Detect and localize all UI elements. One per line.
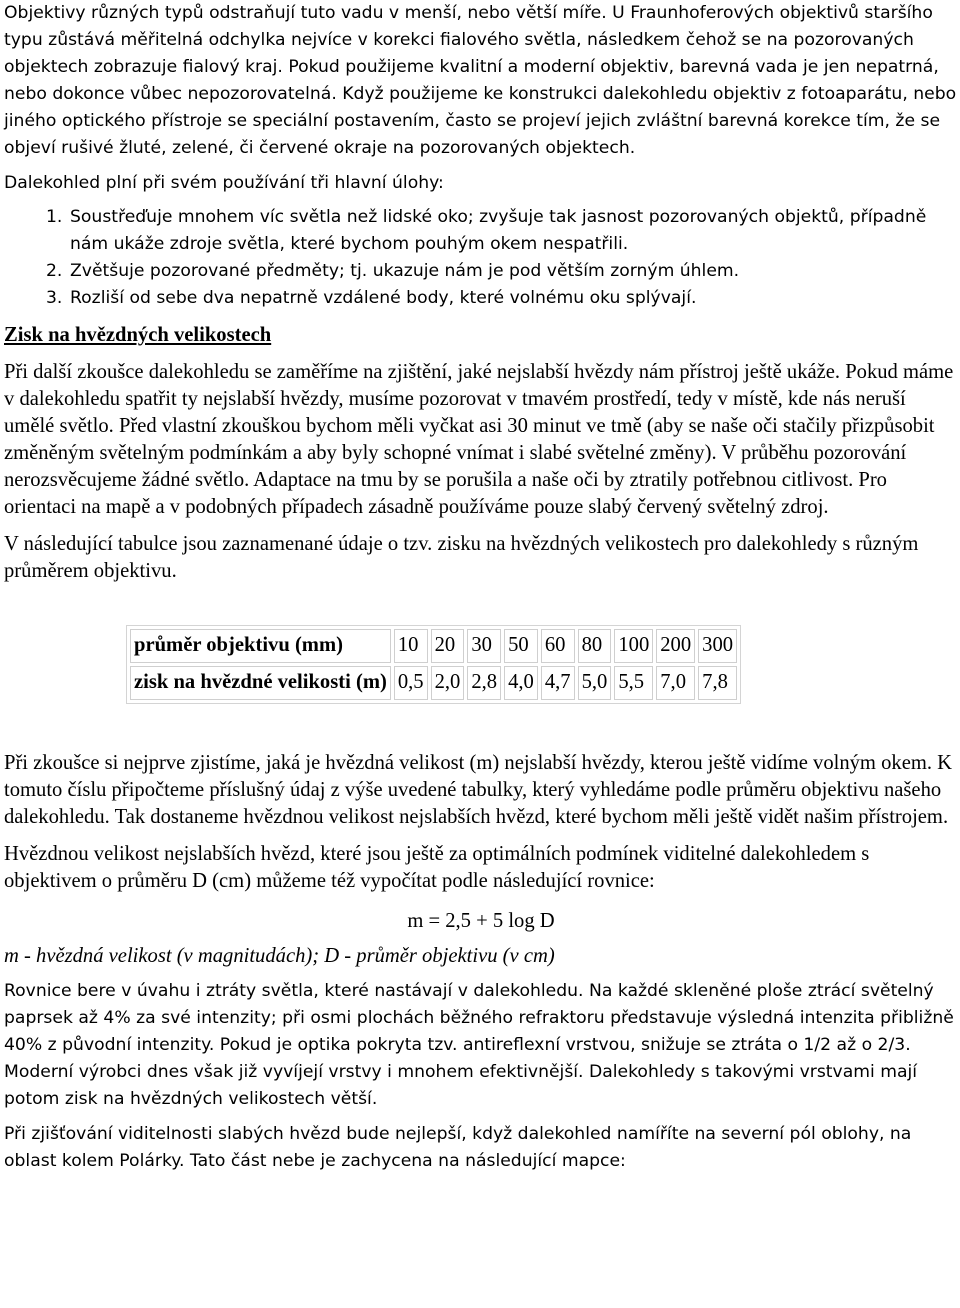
document-page: [4, 0, 958, 1175]
table-cell: 2,0: [431, 666, 465, 700]
paragraph-table-intro: V následující tabulce jsou zaznamenané údaje o tzv. zisku na hvězdných velikostech pro dalekohledy s různým průměrem objektivu.: [4, 533, 919, 582]
table-cell: 20: [431, 629, 465, 663]
paragraph-telescope-tasks-intro: Dalekohled plní při svém používání tři hlavní úlohy:: [4, 173, 444, 193]
table-cell: 7,0: [656, 666, 695, 700]
list-item-text: Soustřeďuje mnohem víc světla než lidské oko; zvyšuje tak jasnost pozorovaných objektů, případně nám ukáže zdroje světla, které bychom pouhým okem nespatřili.: [70, 207, 927, 254]
paragraph-dark-adaptation: Při další zkoušce dalekohledu se zaměříme na zjištění, jaké nejslabší hvězdy nám přístroj ještě ukáže. Pokud máme v dalekohledu spatřit ty nejslabší hvězdy, musíme pozorovat v tmavém prostředí, tedy v místě, kde nás neruší umělé světlo. Před vlastní zkouškou bychom měli vyčkat asi 30 minut ve tmě (aby se naše oči stačily přizpůsobit změněným světelným podmínkám a aby byly schopné vnímat i slabé světelné změny). V průběhu pozorování nerozsvěcujeme žádné světlo. Adaptace na tmu by se porušila a naše oči by ztratily potřebnou citlivost. Pro orientaci na mapě a v podobných případech zásadně používáme pouze slabý červený světelný zdroj.: [4, 361, 954, 518]
paragraph-light-loss: Rovnice bere v úvahu i ztráty světla, které nastávají v dalekohledu. Na každé skleněné ploše ztrácí světelný paprsek až 4% za své intenzity; při osmi plochách běžného refraktoru představuje výsledná intenzita přibližně 40% z původní intenzity. Pokud je optika pokryta tzv. antireflexní vrstvou, snižuje se ztráta o 1/2 až o 2/3. Moderní výrobci dnes však již vyvíjejí vrstvy i mnohem efektivnější. Dalekohledy s takovými vrstvami mají potom zisk na hvězdných velikostech větší.: [4, 981, 954, 1109]
table-cell: 4,7: [541, 666, 575, 700]
magnitude-gain-table: [126, 625, 741, 704]
list-item-text: Zvětšuje pozorované předměty; tj. ukazuje nám je pod větším zorným úhlem.: [70, 261, 740, 281]
paragraph-polaris-region: Při zjišťování viditelnosti slabých hvězd bude nejlepší, když dalekohled namíříte na severní pól oblohy, na oblast kolem Polárky. Tato část nebe je zachycena na následující mapce:: [4, 1124, 912, 1171]
table-cell: 7,8: [698, 666, 737, 700]
table-cell: 200: [656, 629, 695, 663]
list-item: [4, 204, 958, 258]
paragraph-naked-eye-test: Při zkoušce si nejprve zjistíme, jaká je hvězdná velikost (m) nejslabší hvězdy, kterou ještě vidíme volným okem. K tomuto číslu připočteme příslušný údaj z výše uvedené tabulky, který vyhledáme podle průměru objektivu našeho dalekohledu. Tak dostaneme hvězdnou velikost nejslabších hvězd, které bychom měli ještě vidět našim přístrojem.: [4, 752, 953, 828]
table-cell: 5,5: [614, 666, 653, 700]
magnitude-gain-table-wrapper: [126, 625, 958, 704]
table-cell: 5,0: [578, 666, 612, 700]
table-cell: 100: [614, 629, 653, 663]
table-cell: 4,0: [504, 666, 538, 700]
table-cell: 2,8: [467, 666, 501, 700]
list-item: [4, 258, 958, 285]
paragraph-chromatic-aberration: Objektivy různých typů odstraňují tuto vadu v menší, nebo větší míře. U Fraunhoferových objektivů staršího typu zůstává měřitelná odchylka nejvíce v korekci fialového světla, následkem čehož se na pozorovaných objektech zobrazuje fialový kraj. Pokud použijeme kvalitní a moderní objektiv, barevná vada je jen nepatrná, nebo dokonce vůbec nepozorovatelná. Když použijeme ke konstrukci dalekohledu objektiv z fotoaparátu, nebo jiného optického přístroje se speciální postavením, často se projeví jejich zvláštní barevná korekce tím, že se objeví rušivé žluté, zelené, či červené okraje na pozorovaných objektech.: [4, 3, 957, 158]
table-cell: 50: [504, 629, 538, 663]
list-item: [4, 285, 958, 312]
table-row: [130, 666, 737, 700]
list-item-text: Rozliší od sebe dva nepatrně vzdálené body, které volnému oku splývají.: [70, 288, 697, 308]
table-cell: 60: [541, 629, 575, 663]
list-item-number: 3.: [46, 288, 63, 308]
table-row: [130, 629, 737, 663]
table-row-header: průměr objektivu (mm): [130, 629, 391, 663]
table-cell: 300: [698, 629, 737, 663]
table-cell: 0,5: [394, 666, 428, 700]
formula: m = 2,5 + 5 log D: [407, 910, 555, 932]
paragraph-formula-intro: Hvězdnou velikost nejslabších hvězd, které jsou ještě za optimálních podmínek viditelné dalekohledem s objektivem o průměru D (cm) můžeme též vypočítat podle následující rovnice:: [4, 843, 870, 892]
table-cell: 30: [467, 629, 501, 663]
list-item-number: 2.: [46, 261, 63, 281]
telescope-tasks-list: [4, 204, 958, 312]
table-row-header: zisk na hvězdné velikosti (m): [130, 666, 391, 700]
list-item-number: 1.: [46, 207, 63, 227]
table-cell: 10: [394, 629, 428, 663]
section-heading: Zisk na hvězdných velikostech: [4, 324, 272, 346]
formula-legend: m - hvězdná velikost (v magnitudách); D - průměr objektivu (v cm): [4, 945, 555, 967]
table-cell: 80: [578, 629, 612, 663]
